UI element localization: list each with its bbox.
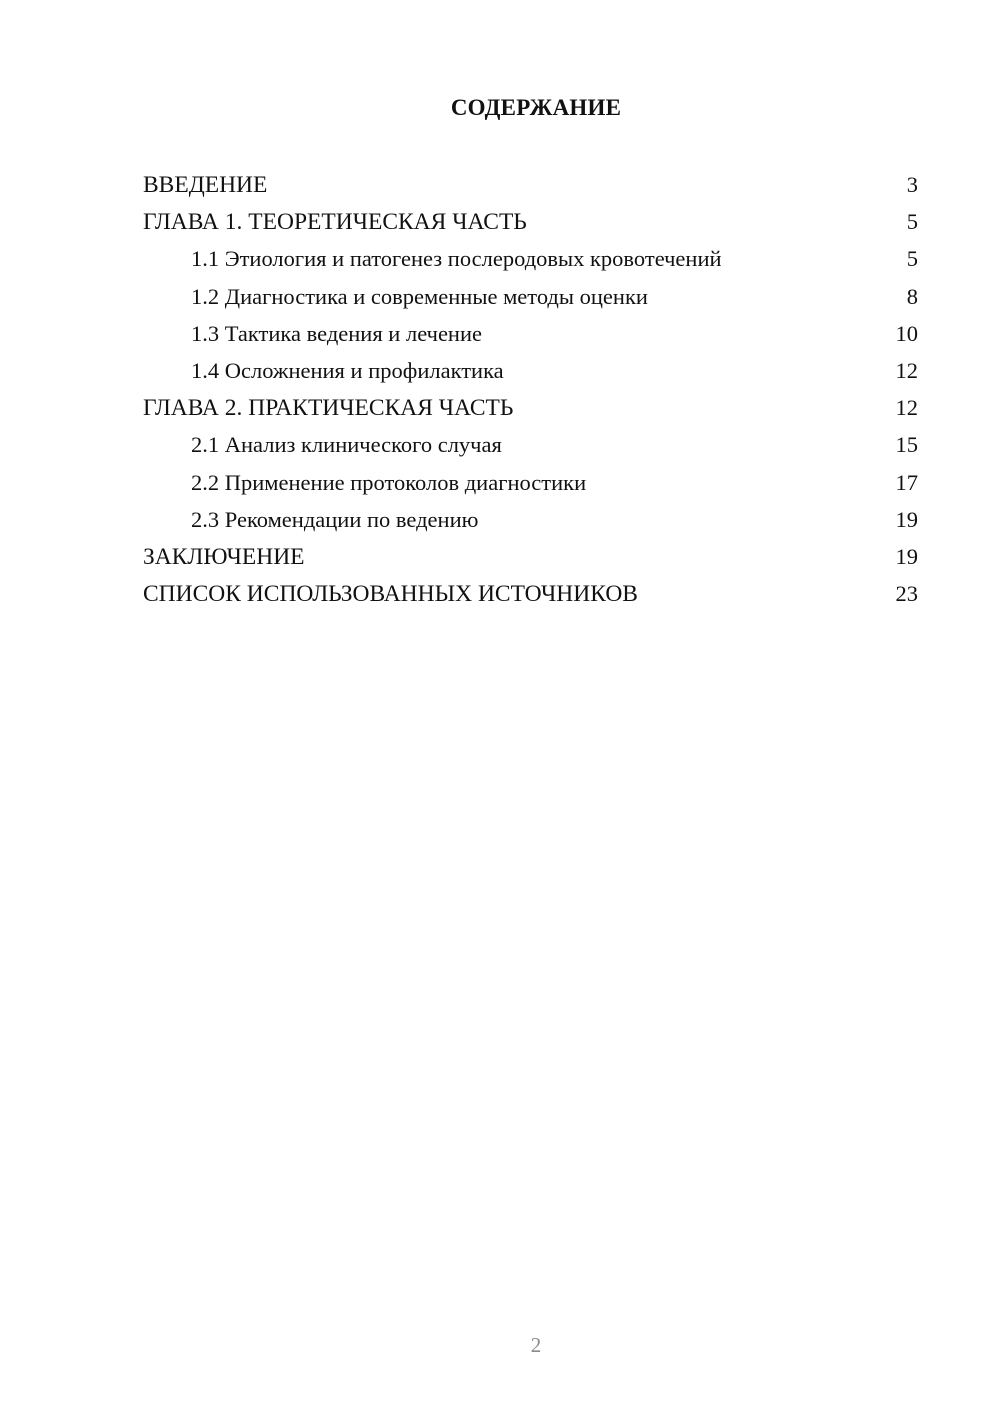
toc-entry-label: 1.4 Осложнения и профилактика	[191, 357, 504, 383]
toc-entry-label: 2.2 Применение протоколов диагностики	[191, 469, 587, 495]
toc-entry-label: ГЛАВА 2. ПРАКТИЧЕСКАЯ ЧАСТЬ	[143, 395, 514, 422]
toc-entry-label: ЗАКЛЮЧЕНИЕ	[143, 543, 305, 570]
toc-entry-label: 2.1 Анализ клинического случая	[191, 432, 502, 458]
page-number: 2	[530, 1333, 542, 1357]
toc-entry-label: ГЛАВА 1. ТЕОРЕТИЧЕСКАЯ ЧАСТЬ	[143, 209, 527, 236]
toc-entry-conclusion[interactable]	[143, 538, 918, 575]
toc-entry-page: 3	[906, 172, 918, 197]
toc-entry-page: 12	[895, 395, 918, 421]
toc-entry-page: 23	[895, 581, 918, 607]
toc-entry-chapter-2[interactable]	[143, 389, 918, 426]
table-of-contents	[143, 166, 918, 612]
toc-entry-section-2-1[interactable]	[143, 426, 918, 463]
toc-entry-page: 19	[895, 543, 918, 569]
toc-entry-section-2-2[interactable]	[143, 464, 918, 501]
toc-entry-page: 10	[895, 320, 918, 346]
toc-entry-page: 15	[895, 432, 918, 458]
toc-entry-section-1-2[interactable]	[143, 278, 918, 315]
toc-entry-section-1-4[interactable]	[143, 352, 918, 389]
toc-entry-label: 1.3 Тактика ведения и лечение	[191, 320, 482, 346]
toc-entry-label: 1.1 Этиология и патогенез послеродовых кровотечений	[191, 246, 722, 272]
toc-entry-introduction[interactable]	[143, 166, 918, 203]
toc-entry-page: 12	[895, 357, 918, 383]
toc-entry-page: 17	[895, 469, 918, 495]
toc-entry-page: 5	[906, 209, 918, 235]
toc-entry-page: 5	[906, 246, 918, 272]
toc-title: СОДЕРЖАНИЕ	[450, 95, 622, 120]
toc-entry-section-2-3[interactable]	[143, 501, 918, 538]
toc-entry-page: 19	[895, 506, 918, 532]
toc-entry-label: ВВЕДЕНИЕ	[143, 172, 268, 198]
toc-entry-section-1-1[interactable]	[143, 240, 918, 277]
toc-entry-label: СПИСОК ИСПОЛЬЗОВАННЫХ ИСТОЧНИКОВ	[143, 581, 638, 608]
toc-entry-label: 1.2 Диагностика и современные методы оценки	[191, 283, 648, 309]
toc-entry-references[interactable]	[143, 575, 918, 612]
toc-entry-page: 8	[906, 283, 918, 309]
toc-entry-section-1-3[interactable]	[143, 315, 918, 352]
toc-entry-label: 2.3 Рекомендации по ведению	[191, 506, 479, 532]
toc-entry-chapter-1[interactable]	[143, 203, 918, 240]
